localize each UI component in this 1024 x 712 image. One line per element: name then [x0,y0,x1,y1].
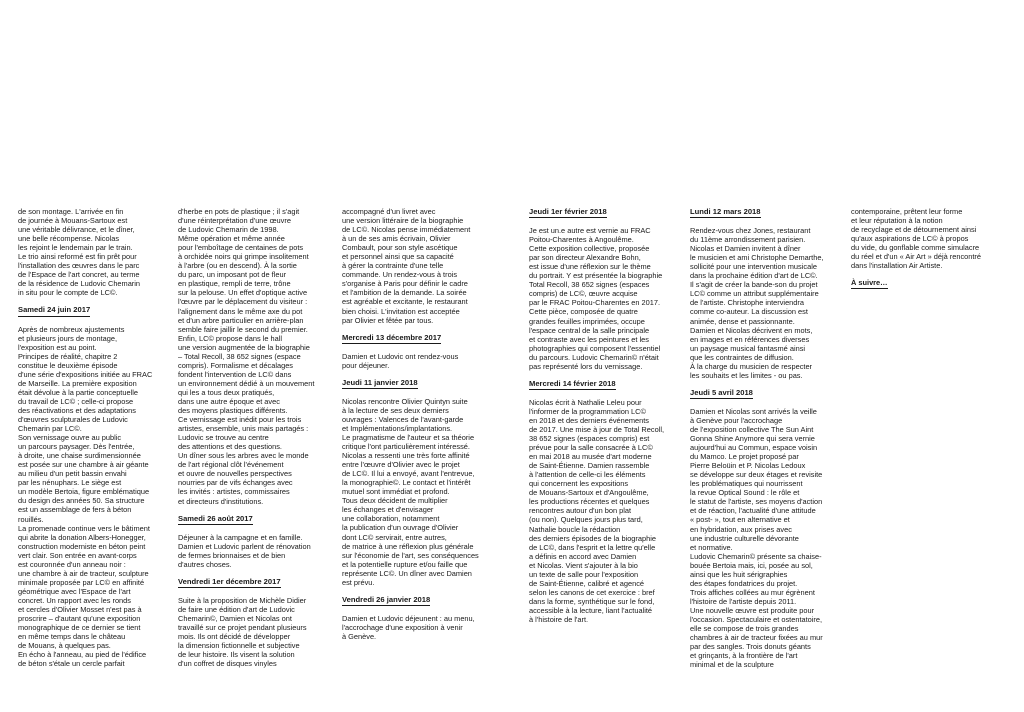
text-line: dans la forme, synthétique sur le fond, [529,596,655,606]
paragraph [18,207,170,297]
text-line: la dimension fictionnelle et subjective [178,641,300,651]
text-line: en mai 2018 au musée d'art moderne [529,452,652,462]
text-line: de Mouans-Sartoux et d'Angoulême, [529,488,649,498]
paragraph [178,533,330,569]
text-line: Le pragmatisme de l'auteur et sa théorie [342,432,475,442]
date-heading: Mercredi 14 février 2018 [529,379,616,390]
paragraph [690,226,842,380]
text-column-2 [178,207,330,676]
text-line: la monographie©. Le contact et l'intérêt [342,478,471,488]
text-line: elle se compose de trois grandes [690,624,799,634]
text-line: d'œuvres sculpturales de Ludovic [18,414,128,424]
text-line: bouée Bertoia mais, ici, posée au sol, [690,560,813,570]
text-line: que les contraintes de diffusion. [690,352,794,362]
date-heading: Vendredi 1er décembre 2017 [178,577,281,588]
text-line: Damien et Nicolas décrivent en mots, [690,325,813,335]
text-line: des derniers épisodes de la biographie [529,533,656,543]
text-line: et de réaction, l'actualité d'une attitude [690,506,816,516]
paragraph [342,352,494,370]
text-line: d'autres choses. [178,559,232,569]
text-line: une belle récompense. Nicolas [18,234,120,244]
text-line: Principes de réalité, chapitre 2 [18,351,118,361]
continue-link: À suivre… [851,278,888,289]
text-line: par son directeur Alexandre Bohn, [529,253,641,263]
text-line: de l'exposition collective The Sun Aint [690,424,814,434]
text-line: compris). Formalisme et décalages [178,360,294,370]
text-line: chambres à air de tracteur fixées au mur [690,633,823,643]
text-line: dans l'installation Air Artiste. [851,261,943,271]
text-line: et plusieurs jours de montage, [18,333,118,343]
text-line: Tous deux décident de multiplier [342,496,448,506]
text-line: à orchidée noirs qui grimpe insolitement [178,252,309,262]
text-line: se développe sur deux étages et revisite [690,470,823,480]
text-line: un modèle Bertoia, figure emblématique [18,487,150,497]
text-line: qui abrite la donation Albers-Honegger, [18,532,146,542]
text-line: et Implémentations/implantations. [342,423,453,433]
text-column-4 [529,207,681,632]
text-line: un parcours paysager. Dès l'entrée, [18,442,135,452]
text-line: en 2018 et des derniers événements [529,415,649,425]
text-line: une version augmentée de la biographie [178,342,310,352]
text-line: À la charge du musicien de respecter [690,361,813,371]
text-line: rouillés. [18,514,44,524]
text-line: en hybridation, aux prises avec [690,524,792,534]
text-line: du Mamco. Le projet proposé par [690,452,799,462]
text-line: de LC©. Nicolas pense immédiatement [342,225,471,235]
text-line: pour déjeuner. [342,360,390,370]
text-line: aujourd'hui au Commun, espace voisin [690,443,818,453]
text-line: Suite à la proposition de Michèle Didier [178,595,307,605]
text-line: concret. Un rapport avec les ronds [18,595,131,605]
text-line: travaillé sur ce projet pendant plusieurs [178,622,307,632]
text-line: construction moderniste en béton peint [18,541,146,551]
text-line: les échanges et d'envisager [342,505,434,515]
text-line: par le FRAC Poitou-Charentes en 2017. [529,298,661,308]
text-line: l'œuvre par le déplacement du visiteur : [178,297,308,307]
date-heading: Mercredi 13 décembre 2017 [342,333,441,344]
text-line: ouvrages : Valences de l'avant-garde [342,414,464,424]
text-line: – Total Recoll, 38 652 signes (espace [178,351,301,361]
text-line: au milieu d'un petit bassin envahi [18,469,127,479]
text-line: à l'attention de celle-ci les éléments [529,470,646,480]
text-line: Une nouvelle œuvre est produite pour [690,605,815,615]
text-line: et la potentielle rupture et/ou faille que [342,559,468,569]
text-line: commande. Un rendez-vous à trois [342,270,458,280]
text-line: à la lecture de ses deux derniers [342,405,449,415]
text-line: pas représenté lors du vernissage. [529,361,643,371]
text-line: de béton s'étale un cercle parfait [18,659,125,669]
text-line: à l'arbre (ou en descend). À la sortie [178,261,297,271]
text-line: et grinçants, à la frontière de l'art [690,651,798,661]
text-line: une véritable délivrance, et le dîner, [18,225,135,235]
text-line: à Genève. [342,631,377,641]
text-line: de Ludovic Chemarin de 1998. [178,225,279,235]
text-line: de l'art régional clôt l'événement [178,460,284,470]
text-line: en même temps dans le château [18,632,126,642]
text-line: la publication d'un ouvrage d'Olivier [342,523,459,533]
text-line: l'informer de la programmation LC© [529,406,646,416]
text-line: est issue d'une réflexion sur le thème [529,262,651,272]
text-column-6 [851,207,1003,289]
text-line: les productions récentes et quelques [529,497,650,507]
text-line: et leur réputation à la notion [851,216,943,226]
text-line: constitue le deuxième épisode [18,360,118,370]
text-line: monographique de ce dernier se tient [18,623,141,633]
date-heading: Jeudi 1er février 2018 [529,207,607,218]
text-line: des attentions et des questions. [178,442,282,452]
text-line: de faire une édition d'art de Ludovic [178,604,295,614]
text-line: Je est un.e autre est vernie au FRAC [529,226,651,236]
text-line: Nicolas écrit à Nathalie Leleu pour [529,397,642,407]
text-line: et ouvre de nouvelles perspectives [178,469,292,479]
text-line: Il s'agit de créer la bande-son du projet [690,280,818,290]
date-heading: Samedi 26 août 2017 [178,514,253,525]
text-line: de son montage. L'arrivée en fin [18,207,124,216]
text-line: des moyens plastiques différents. [178,406,288,416]
text-line: (ou non). Quelques jours plus tard, [529,515,643,525]
text-line: d'une série d'expositions initiée au FRAC [18,369,153,379]
text-line: compris) de LC©, œuvre acquise [529,289,638,299]
text-line: de l'Espace de l'art concret, au terme [18,270,140,280]
text-line: pour l'emboîtage de centaines de pots [178,243,304,253]
text-line: la revue Optical Sound : le rôle et [690,488,800,498]
text-line: est un assemblage de fers à béton [18,505,132,515]
text-line: est agréable et excitante, le restaurant [342,297,468,307]
paragraph [342,614,494,641]
text-line: est couronnée d'un anneau noir : [18,559,126,569]
text-line: qui concernent les expositions [529,479,629,489]
text-line: « post- », tout en alternative et [690,515,790,525]
text-line: représente LC©. Un dîner avec Damien [342,568,472,578]
text-column-3 [342,207,494,649]
text-line: de Saint-Étienne. Damien rassemble [529,461,650,471]
text-line: une version littéraire de la biographie [342,216,464,226]
text-line: Le trio ainsi reformé est fin prêt pour [18,252,137,262]
text-line: l'installation des œuvres dans le parc [18,261,140,271]
text-line: l'occasion. Spectaculaire et ostentatoire, [690,614,823,624]
text-line: Déjeuner à la campagne et en famille. [178,532,303,542]
text-line: par des sangles. Trois donuts géants [690,642,811,652]
text-line: Nicolas et Damien invitent à dîner [690,244,801,254]
text-line: Trois affiches collées au mur égrènent [690,587,815,597]
date-heading: Lundi 12 mars 2018 [690,207,761,218]
text-line: fondent l'intervention de LC© dans [178,369,292,379]
text-line: prévue pour la salle consacrée à LC© [529,443,653,453]
text-line: d'une réinterprétation d'une œuvre [178,216,291,226]
text-line: 38 652 signes (espaces compris) est [529,434,650,444]
text-line: nourries par de vifs échanges avec [178,478,293,488]
text-line: Chemarin©, Damien et Nicolas ont [178,613,292,623]
text-column-1 [18,207,170,676]
text-line: et l'ambition de la demande. La soirée [342,288,467,298]
text-line: en plastique, rempli de terre, trône [178,279,291,289]
text-line: qui les a tous deux pratiqués, [178,387,275,397]
text-line: du vide, du gonflable comme simulacre [851,243,980,253]
text-line: du parc, un imposant pot de fleur [178,270,287,280]
text-line: de matrice à une réflexion plus générale [342,541,474,551]
text-line: accessible à la lecture, liant l'actualité [529,605,653,615]
text-line: Même opération et même année [178,234,285,244]
text-line: de leur histoire. Ils visent la solution [178,650,295,660]
text-line: de journée à Mouans-Sartoux est [18,216,128,226]
paragraph [851,207,1003,270]
text-line: semble faire jaillir le second du premier. [178,324,308,334]
text-line: en images et en références diverses [690,334,810,344]
text-line: les souhaits et les limites - ou pas. [690,370,803,380]
text-line: dans la prochaine édition d'art de LC©. [690,271,818,281]
text-line: Ludovic Chemarin© présente sa chaise- [690,551,822,561]
text-line: sur la pelouse. Un effet d'optique active [178,288,308,298]
text-line: et d'un arbre particulier en arrière-plan [178,315,304,325]
text-line: du design des années 50. Sa structure [18,496,145,506]
text-line: est posée sur une chambre à air géante [18,460,149,470]
text-line: animée, dense et passionnante. [690,316,795,326]
text-line: qu'aux aspirations de LC© à propos [851,234,969,244]
text-line: des étapes fondatrices du projet. [690,578,798,588]
text-line: une collaboration, notamment [342,514,440,524]
text-line: minimal et de la sculpture [690,660,774,670]
text-line: du travail de LC© ; celle-ci propose [18,396,134,406]
text-line: accompagné d'un livret avec [342,207,436,216]
text-line: l'accrochage d'une exposition à venir [342,622,463,632]
text-line: rencontres autour d'un bon plat [529,506,632,516]
text-line: géométrique avec l'Espace de l'art [18,586,131,596]
paragraph [18,325,170,669]
text-line: l'exposition est au point. [18,342,97,352]
paragraph [178,596,330,668]
text-line: s'organise à Paris pour définir le cadre [342,279,468,289]
text-line: de LC©, dans l'esprit et la lettre qu'elle [529,542,656,552]
text-line: et normative. [690,542,733,552]
text-line: Damien et Ludovic ont rendez-vous [342,351,459,361]
text-line: dont LC© servirait, entre autres, [342,532,447,542]
text-line: l'alignement dans le même axe du pot [178,306,303,316]
text-line: Après de nombreux ajustements [18,324,125,334]
paragraph [342,207,494,325]
text-line: était dévolue à la partie conceptuelle [18,387,138,397]
text-line: photographies qui composent l'essentiel [529,343,661,353]
text-line: et directeurs d'institutions. [178,496,264,506]
text-line: entre l'œuvre d'Olivier avec le projet [342,460,460,470]
text-line: Poitou-Charentes à Angoulême. [529,235,634,245]
paragraph [178,207,330,506]
text-line: contemporaine, prêtent leur forme [851,207,963,216]
text-line: Son vernissage ouvre au public [18,433,122,443]
text-line: à gérer la contrainte d'une telle [342,261,444,271]
text-line: Cette pièce, composée de quatre [529,307,638,317]
text-line: les problématiques qui nourrissent [690,479,803,489]
text-line: à l'histoire de l'art. [529,614,589,624]
text-line: et personnel ainsi que sa capacité [342,252,454,262]
text-line: La promenade continue vers le bâtiment [18,523,150,533]
text-line: Nicolas rencontre Olivier Quintyn suite [342,396,468,406]
text-line: de fermes brionnaises et de bien [178,550,286,560]
text-line: comme co-auteur. La discussion est [690,307,808,317]
text-line: de Saint-Étienne, calibré et agencé [529,578,645,588]
date-heading: Vendredi 26 janvier 2018 [342,595,430,606]
text-line: de la résidence de Ludovic Chemarin [18,279,141,289]
text-line: Ce vernissage est inédit pour les trois [178,415,302,425]
text-line: minimale proposée par LC© en affinité [18,577,145,587]
text-line: un texte de salle pour l'exposition [529,569,639,579]
text-line: Nathalie boucle la rédaction [529,524,621,534]
text-line: du parcours. Ludovic Chemarin© n'était [529,352,659,362]
text-line: du réel et d'un « Air Art » déjà rencontré [851,252,982,262]
text-line: Ludovic se trouve au centre [178,433,269,443]
text-line: bien choisi. L'invitation est acceptée [342,306,460,316]
text-line: et Nicolas. Vient s'ajouter à la bio [529,560,638,570]
paragraph [529,398,681,624]
text-line: de recyclage et de détournement ainsi [851,225,977,235]
text-line: de Mouans, à quelques pas. [18,641,111,651]
text-line: à droite, une chaise surdimensionnée [18,451,141,461]
text-line: les invités : artistes, commissaires [178,487,290,497]
text-line: de 2017. Une mise à jour de Total Recoll, [529,424,665,434]
text-line: Enfin, LC© propose dans le hall [178,333,283,343]
text-line: par les nénuphars. Le siège est [18,478,122,488]
text-line: Damien et Ludovic déjeunent : au menu, [342,613,475,623]
text-line: Damien et Nicolas sont arrivés la veille [690,406,817,416]
text-line: un environnement dédié à un mouvement [178,378,315,388]
text-line: et contraste avec les peintures et les [529,334,649,344]
text-line: Cette exposition collective, proposée [529,244,650,254]
text-line: Gonna Shine Anymore qui sera vernie [690,434,815,444]
text-line: est prévu. [342,577,375,587]
text-line: le statut de l'artiste, ses moyens d'action [690,497,823,507]
text-line: Rendez-vous chez Jones, restaurant [690,226,811,236]
text-line: une industrie culturelle dévorante [690,533,799,543]
text-line: Total Recoll, 38 652 signes (espaces [529,280,650,290]
text-line: Nicolas a ressenti une très forte affinité [342,451,470,461]
text-line: selon les canons de cet exercice : bref [529,587,655,597]
date-heading: Jeudi 11 janvier 2018 [342,378,418,389]
paragraph [690,407,842,669]
text-line: Combault, pour son style ascétique [342,243,458,253]
text-line: critique l'ont particulièrement intéressé. [342,442,470,452]
text-line: une chambre à air de tracteur, sculpture [18,568,149,578]
paragraph [529,226,681,371]
paragraph [342,397,494,587]
text-line: sur l'économie de l'art, ses conséquences [342,550,479,560]
text-line: et cercles d'Olivier Mosset n'est pas à [18,604,142,614]
date-heading: Samedi 24 juin 2017 [18,305,90,316]
text-column-5 [690,207,842,677]
text-line: de l'artiste. Christophe interviendra [690,298,804,308]
text-line: du portrait. Y est présentée la biographie [529,271,663,281]
text-line: proscrire – d'autant qu'une exposition [18,614,141,624]
text-line: d'herbe en pots de plastique ; il s'agit [178,207,300,216]
text-line: de Marseille. La première exposition [18,378,137,388]
text-line: Chemarin par LC©. [18,424,82,434]
text-line: ainsi que les huit sérigraphies [690,569,788,579]
text-line: vert clair. Son entrée en avant-corps [18,550,137,560]
text-line: sollicité pour une intervention musicale [690,262,817,272]
text-line: d'un coffret de disques vinyles [178,659,277,669]
text-line: Damien et Ludovic parlent de rénovation [178,541,311,551]
text-line: par Olivier et fêtée par tous. [342,315,434,325]
text-line: in situ pour le compte de LC©. [18,288,118,298]
text-line: à Genève pour l'accrochage [690,415,783,425]
text-line: mois. Ils ont décidé de développer [178,632,291,642]
text-line: Un dîner sous les arbres avec le monde [178,451,309,461]
text-line: l'espace central de la salle principale [529,325,650,335]
text-line: mutuel sont immédiat et profond. [342,487,450,497]
text-line: à un de ses amis écrivain, Olivier [342,234,451,244]
text-line: artistes, ensemble, unis mais partagés : [178,424,309,434]
text-line: dans une autre époque et avec [178,396,280,406]
text-line: l'histoire de l'artiste depuis 2011. [690,596,797,606]
text-line: grandes feuilles imprimées, occupe [529,316,645,326]
text-line: Pierre Beloüin et P. Nicolas Ledoux [690,461,806,471]
text-line: des réactivations et des adaptations [18,405,136,415]
text-line: LC© comme un attribut supplémentaire [690,289,819,299]
text-line: de LC©. Il lui a envoyé, avant l'entrevue, [342,469,475,479]
text-line: En écho à l'anneau, au pied de l'édifice [18,650,147,660]
text-line: les rejoint le lendemain par le train. [18,243,133,253]
text-line: du 11ème arrondissement parisien. [690,235,806,245]
date-heading: Jeudi 5 avril 2018 [690,388,753,399]
text-line: a définis en accord avec Damien [529,551,637,561]
text-line: un paysage musical fantasmé ainsi [690,343,806,353]
text-line: le musicien et ami Christophe Demarthe, [690,253,824,263]
